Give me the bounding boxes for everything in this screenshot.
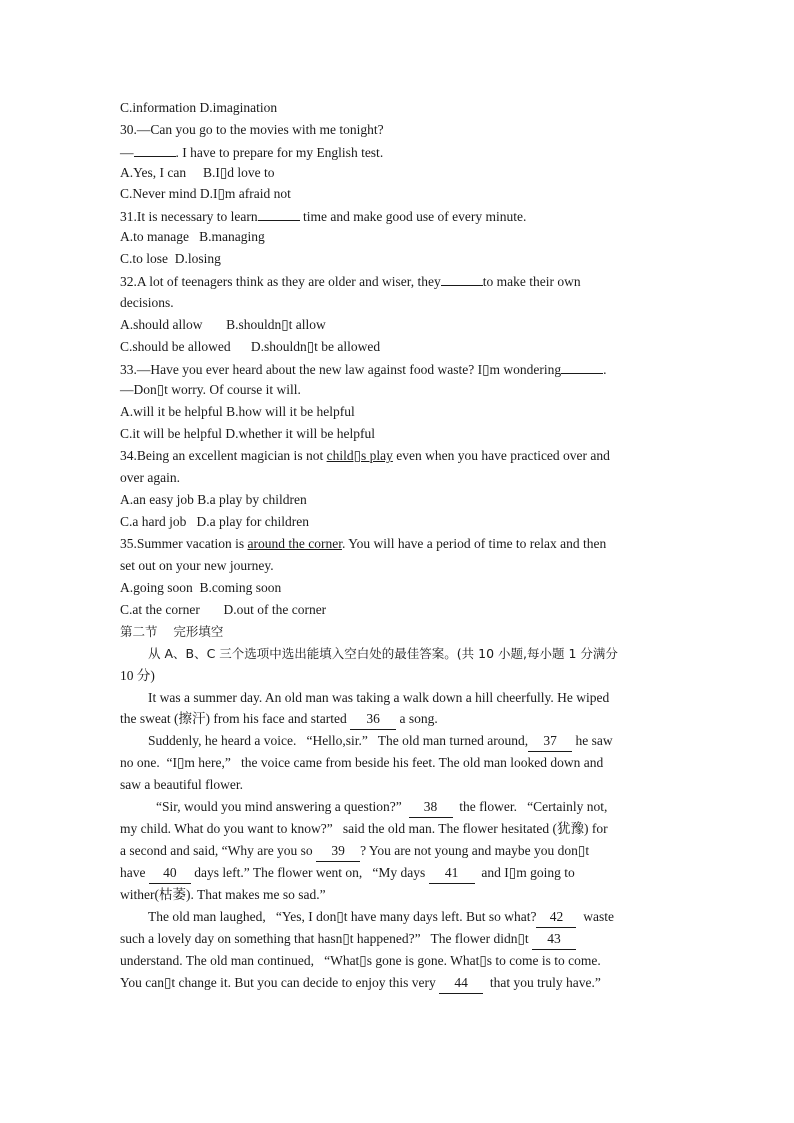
answer-blank — [134, 142, 176, 157]
passage-text: You can▯t change it. But you can decide to enjoy this very — [120, 975, 440, 990]
cloze-blank-42: 42 — [536, 907, 576, 928]
cloze-blank-39: 39 — [316, 841, 360, 862]
q34-underlined-phrase: child▯s play — [326, 448, 393, 463]
q35-stem-start: 35.Summer vacation is — [120, 536, 248, 551]
section-title: 第二节 完形填空 — [120, 624, 224, 639]
passage-line — [148, 731, 613, 752]
passage-line — [120, 841, 589, 862]
answer-blank — [561, 359, 603, 374]
q30-options-ab: A.Yes, I can B.I▯d love to — [120, 165, 275, 180]
passage-text: a song. — [396, 711, 438, 726]
passage-line: my child. What do you want to know?” said the old man. The flower hesitated (犹豫) for — [120, 821, 608, 836]
passage-line: understand. The old man continued, “What▯s gone is gone. What▯s to come is to come. — [120, 953, 601, 968]
q35-underlined-phrase: around the corner — [247, 536, 342, 551]
q30-reply-start: — — [120, 145, 134, 160]
passage-text: have — [120, 865, 149, 880]
passage-line: no one. “I▯m here,” the voice came from beside his feet. The old man looked down and — [120, 755, 604, 770]
cloze-blank-43: 43 — [532, 929, 576, 950]
q32-stem-start: 32.A lot of teenagers think as they are older and wiser, they — [120, 274, 441, 289]
q30-stem: 30.—Can you go to the movies with me tonight? — [120, 122, 384, 137]
q32-stem — [120, 271, 581, 292]
q34-options-cd: C.a hard job D.a play for children — [120, 514, 309, 529]
passage-line — [120, 863, 575, 884]
q31-stem-end: time and make good use of every minute. — [299, 209, 527, 224]
passage-text: “Sir, would you mind answering a question?” — [156, 799, 409, 814]
q32-stem-end: to make their own — [482, 274, 581, 289]
q31-options-cd: C.to lose D.losing — [120, 251, 221, 266]
cloze-blank-38: 38 — [409, 797, 453, 818]
passage-text: Suddenly, he heard a voice. “Hello,sir.” The old man turned around, — [148, 733, 529, 748]
passage-line: saw a beautiful flower. — [120, 777, 243, 792]
passage-text: The old man laughed, “Yes, I don▯t have many days left. But so what? — [148, 909, 537, 924]
passage-line: wither(枯萎). That makes me so sad.” — [120, 887, 326, 902]
passage-text: ? You are not young and maybe you don▯t — [360, 843, 590, 858]
section-instruction-line2: 10 分) — [120, 668, 155, 683]
q32-stem-line2: decisions. — [120, 295, 174, 310]
q32-options-cd: C.should be allowed D.shouldn▯t be allowed — [120, 339, 381, 354]
passage-text: the sweat (擦汗) from his face and started — [120, 711, 351, 726]
passage-line — [120, 973, 601, 994]
q30-reply-end: . I have to prepare for my English test. — [175, 145, 384, 160]
q29-options-cd: C.information D.imagination — [120, 100, 278, 115]
q35-options-ab: A.going soon B.coming soon — [120, 580, 282, 595]
cloze-blank-37: 37 — [528, 731, 572, 752]
q34-stem-line2: over again. — [120, 470, 180, 485]
passage-text: days left.” The flower went on, “My days — [190, 865, 429, 880]
q30-reply — [120, 142, 383, 163]
cloze-blank-40: 40 — [149, 863, 191, 884]
passage-text: a second and said, “Why are you so — [120, 843, 317, 858]
q35-stem — [120, 534, 606, 554]
passage-line — [120, 929, 576, 950]
q34-stem-start: 34.Being an excellent magician is not — [120, 448, 327, 463]
q34-stem-end: even when you have practiced over and — [392, 448, 610, 463]
q35-stem-end: . You will have a period of time to relax and then — [341, 536, 607, 551]
q33-options-cd: C.it will be helpful D.whether it will be helpful — [120, 426, 375, 441]
q33-options-ab: A.will it be helpful B.how will it be helpful — [120, 404, 355, 419]
q33-reply: —Don▯t worry. Of course it will. — [120, 382, 301, 397]
cloze-blank-36: 36 — [350, 709, 396, 730]
passage-text: the flower. “Certainly not, — [452, 799, 608, 814]
passage-text: such a lovely day on something that hasn▯t happened?” The flower didn▯t — [120, 931, 533, 946]
answer-blank — [258, 206, 300, 221]
q32-options-ab: A.should allow B.shouldn▯t allow — [120, 317, 326, 332]
q30-options-cd: C.Never mind D.I▯m afraid not — [120, 186, 291, 201]
q33-stem — [120, 359, 607, 380]
passage-text: and I▯m going to — [474, 865, 575, 880]
q35-stem-line2: set out on your new journey. — [120, 558, 274, 573]
q31-stem-start: 31.It is necessary to learn — [120, 209, 258, 224]
passage-line — [120, 709, 438, 730]
passage-line: It was a summer day. An old man was taking a walk down a hill cheerfully. He wiped — [148, 690, 610, 705]
answer-blank — [441, 271, 483, 286]
q33-stem-end: . — [603, 362, 607, 377]
cloze-blank-41: 41 — [429, 863, 475, 884]
cloze-blank-44: 44 — [439, 973, 483, 994]
q31-stem — [120, 206, 526, 227]
q35-options-cd: C.at the corner D.out of the corner — [120, 602, 327, 617]
section-instruction: 从 A、B、C 三个选项中选出能填入空白处的最佳答案。(共 10 小题,每小题 1 分满分 — [148, 646, 618, 661]
q34-stem — [120, 446, 610, 466]
passage-text: he saw — [572, 733, 613, 748]
passage-text: waste — [576, 909, 614, 924]
passage-text: that you truly have.” — [483, 975, 601, 990]
q33-stem-start: 33.—Have you ever heard about the new law against food waste? I▯m wondering — [120, 362, 562, 377]
passage-line — [156, 797, 607, 818]
q34-options-ab: A.an easy job B.a play by children — [120, 492, 307, 507]
passage-line — [148, 907, 614, 928]
q31-options-ab: A.to manage B.managing — [120, 229, 265, 244]
